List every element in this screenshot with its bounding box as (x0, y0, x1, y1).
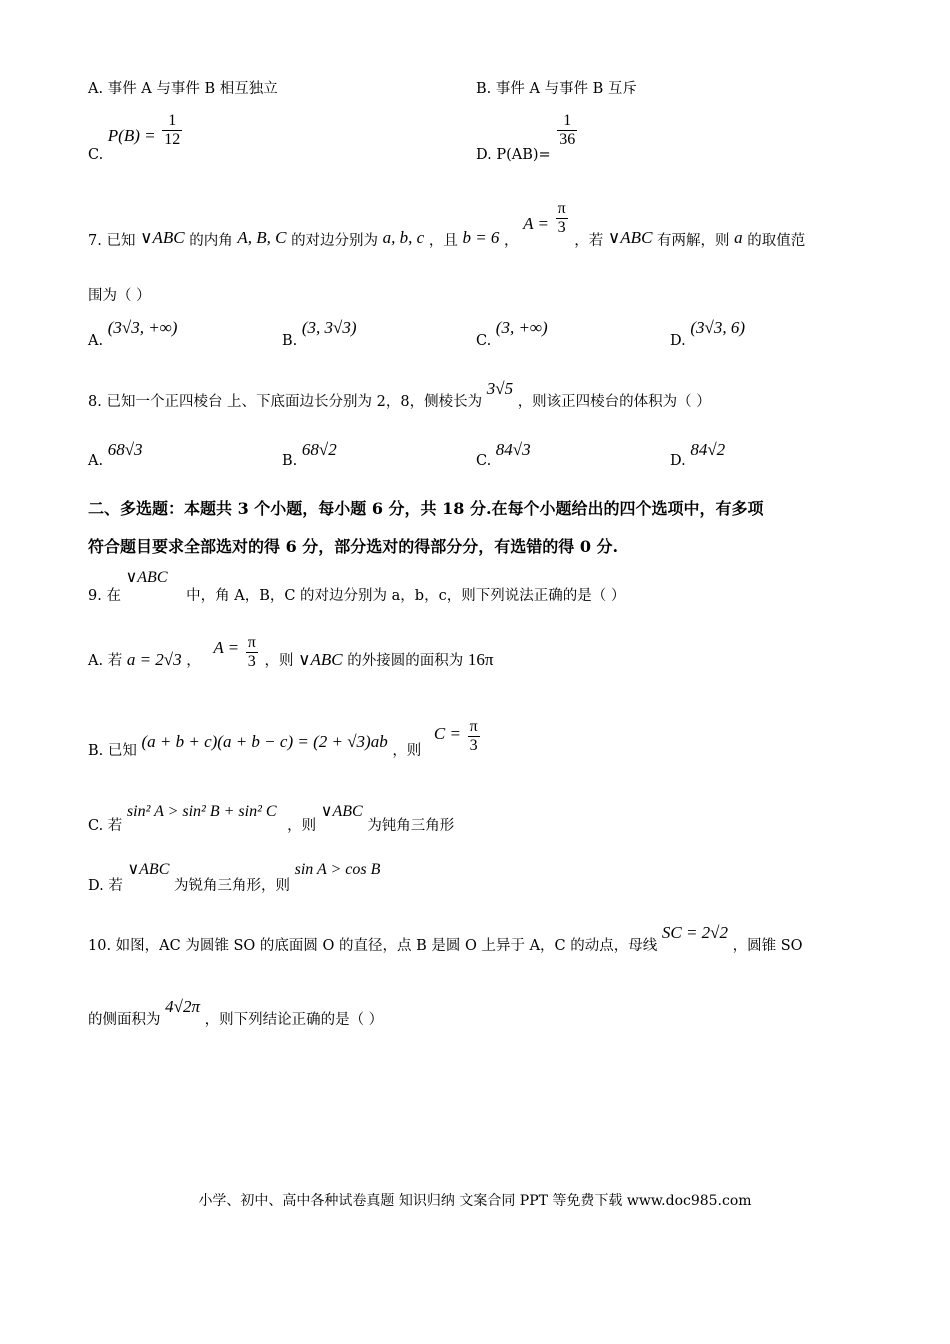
option-text: C. 若 (88, 818, 123, 834)
variable-a: a (734, 227, 743, 247)
section-heading-line2: 符合题目要求全部选对的得 6 分，部分选对的得部分分，有选错的得 0 分. (88, 537, 619, 556)
fraction-numerator: 1 (557, 112, 577, 131)
fraction-denominator: 12 (164, 131, 181, 149)
q7-stem (88, 200, 806, 249)
q8-option-d (670, 440, 726, 469)
triangle-symbol: ∨ABC (320, 803, 363, 820)
triangle-symbol: ∨ABC (140, 227, 185, 247)
option-value: (3√3, +∞) (107, 318, 178, 337)
q9-text: 9. 在 (88, 588, 121, 604)
option-text: 为钝角三角形 (367, 818, 455, 834)
option-label: C. (476, 333, 492, 349)
q8-option-a (88, 440, 143, 469)
q10-text: ，圆锥 SO (732, 938, 803, 954)
q9-stem (88, 566, 626, 604)
option-value: (3, +∞) (495, 318, 548, 337)
q9-option-b (88, 718, 482, 759)
option-value: 68√3 (107, 440, 143, 459)
fraction-numerator: π (468, 718, 480, 737)
q10-stem-line2 (88, 996, 384, 1028)
q7-text: ，若 (574, 232, 604, 249)
lateral-area: 4√2π (165, 997, 200, 1016)
q7-text: 的内角 (189, 232, 233, 249)
option-text: 为锐角三角形，则 (173, 878, 290, 894)
q7-option-c (476, 318, 548, 349)
q7-text: 7. 已知 (88, 232, 136, 249)
a-equation: a = 2√3 (126, 649, 182, 669)
option-value: 84√3 (495, 440, 531, 459)
fraction-numerator: π (556, 200, 568, 219)
formula-lhs: P(B) = (107, 125, 156, 145)
fraction (556, 200, 568, 238)
q7-option-b (282, 318, 357, 349)
triangle-symbol: ∨ABC (125, 569, 168, 586)
fraction (468, 718, 480, 756)
q7-text: 的对边分别为 (291, 232, 379, 249)
q10-text: ，则下列结论正确的是（ ） (204, 1012, 384, 1028)
q6-option-d (476, 112, 579, 163)
q6-option-c (88, 112, 184, 163)
option-text: 的外接圆的面积为 (347, 652, 464, 669)
triangle-symbol: ∨ABC (298, 649, 343, 669)
q8-option-b (282, 440, 337, 469)
sc-equation: SC = 2√2 (661, 923, 728, 942)
q8-option-c (476, 440, 531, 469)
fraction (246, 634, 258, 672)
option-text: ，则 (287, 818, 317, 834)
q9-text: 中，角 A，B，C 的对边分别为 a，b，c，则下列说法正确的是（ ） (186, 588, 626, 604)
q8-text: 8. 已知一个正四棱台 上、下底面边长分别为 2，8，侧棱长为 (88, 394, 483, 410)
q10-text: 的侧面积为 (88, 1012, 161, 1028)
fraction-numerator: 1 (162, 112, 182, 131)
option-text: ，则 (392, 742, 422, 759)
inequality: sin A > cos B (294, 861, 381, 878)
q8-stem (88, 378, 711, 410)
q6-option-b: B. 事件 A 与事件 B 互斥 (476, 81, 637, 97)
sides-symbol: a, b, c (382, 227, 425, 247)
q7-text: 有两解，则 (657, 232, 730, 249)
fraction-denominator: 3 (469, 737, 478, 755)
inequality: sin² A > sin² B + sin² C (126, 803, 277, 820)
fraction (557, 112, 577, 150)
option-label: A. (88, 453, 104, 469)
option-label: D. (670, 453, 686, 469)
option-label: D. (670, 333, 686, 349)
fraction-numerator: π (246, 634, 258, 653)
option-label: A. (88, 333, 104, 349)
q10-stem (88, 922, 803, 954)
option-value: (3√3, 6) (690, 318, 745, 337)
fraction-denominator: 3 (557, 219, 566, 237)
angle-a-lhs: A = (523, 213, 549, 233)
q7-text: 的取值范 (747, 232, 806, 249)
equation: (a + b + c)(a + b − c) = (2 + √3)ab (141, 731, 388, 751)
option-value: (3, 3√3) (301, 318, 357, 337)
fraction-denominator: 36 (559, 131, 576, 149)
option-label: B. (282, 333, 298, 349)
q7-option-d (670, 318, 745, 349)
option-text: B. 已知 (88, 742, 137, 759)
q6-option-a: A. 事件 A 与事件 B 相互独立 (88, 81, 278, 97)
q7-stem-line2: 围为（ ） (88, 288, 151, 304)
q8-text: ，则该正四棱台的体积为（ ） (517, 394, 711, 410)
q9-option-a (88, 634, 493, 672)
q10-text: 10. 如图，AC 为圆锥 SO 的底面圆 O 的直径，点 B 是圆 O 上异于 A，C 的动点，母线 (88, 938, 658, 954)
triangle-symbol: ∨ABC (607, 227, 653, 247)
option-label: B. (282, 453, 298, 469)
option-text: A. 若 (88, 652, 123, 669)
angles-symbol: A, B, C (237, 227, 287, 247)
option-text: ，则 (264, 652, 294, 669)
q9-option-d (88, 858, 381, 894)
edge-length: 3√5 (486, 379, 514, 398)
fraction-denominator: 3 (247, 653, 256, 671)
option-label: D. P(AB)= (476, 146, 551, 163)
q7-text: ，且 (428, 232, 458, 249)
option-value: 68√2 (301, 440, 337, 459)
fraction (162, 112, 182, 150)
q7-text: ， (504, 232, 519, 249)
option-label: C. (88, 146, 104, 163)
section-heading-line1: 二、多选题：本题共 3 个小题，每小题 6 分，共 18 分.在每个小题给出的四个选项中，有多项 (88, 499, 764, 518)
q9-option-c (88, 800, 455, 834)
option-label: C. (476, 453, 492, 469)
q7-option-a (88, 318, 178, 349)
angle-a-lhs: A = (213, 637, 240, 657)
page-footer: 小学、初中、高中各种试卷真题 知识归纳 文案合同 PPT 等免费下载 www.doc985.com (198, 1193, 752, 1209)
triangle-symbol: ∨ABC (127, 861, 170, 878)
option-value: 84√2 (690, 440, 726, 459)
b-equation: b = 6 (462, 227, 500, 247)
angle-c-lhs: C = (433, 723, 461, 743)
area-value: 16π (467, 649, 494, 669)
option-text: ， (186, 652, 201, 669)
option-text: D. 若 (88, 878, 123, 894)
